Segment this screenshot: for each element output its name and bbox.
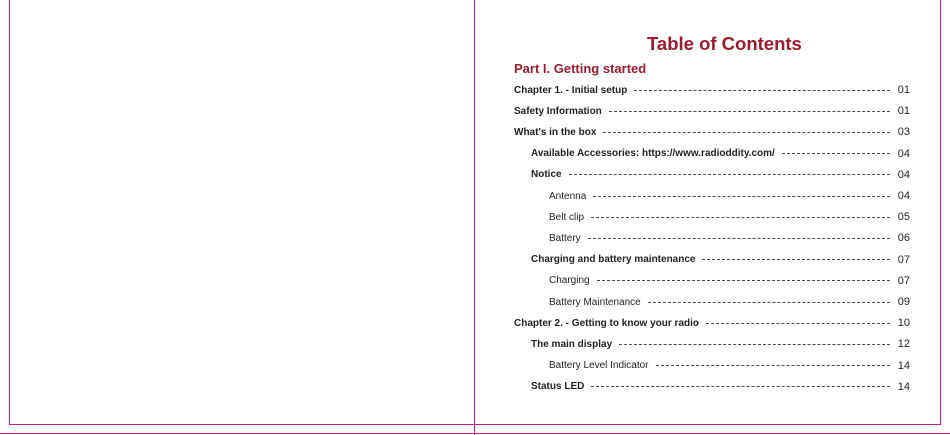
toc-entry-page-number: 04 xyxy=(897,190,910,202)
toc-entry[interactable] xyxy=(514,83,910,97)
table-of-contents-page xyxy=(475,0,950,435)
toc-dot-leader xyxy=(591,217,890,218)
toc-dot-leader xyxy=(591,386,890,387)
toc-entry[interactable] xyxy=(549,295,910,309)
toc-dot-leader xyxy=(597,280,890,281)
toc-entry-page-number: 07 xyxy=(897,253,910,266)
toc-dot-leader xyxy=(588,238,890,239)
toc-entry-label: Chapter 1. - Initial setup xyxy=(514,84,628,96)
toc-entry-page-number: 12 xyxy=(897,338,910,351)
toc-entry-page-number: 01 xyxy=(897,105,910,118)
toc-dot-leader xyxy=(634,90,890,91)
toc-dot-leader xyxy=(702,259,890,260)
toc-entry-label: Antenna xyxy=(549,190,587,202)
toc-entry[interactable] xyxy=(531,147,910,161)
toc-entry-page-number: 04 xyxy=(897,168,910,181)
trim-line-left xyxy=(9,0,10,424)
toc-entry-label: Chapter 2. - Getting to know your radio xyxy=(514,317,700,329)
toc-entry-label: What's in the box xyxy=(514,126,597,138)
toc-dot-leader xyxy=(603,132,890,133)
toc-title: Table of Contents xyxy=(647,33,802,54)
toc-entry-label: Charging xyxy=(549,275,590,287)
toc-entry-label: The main display xyxy=(531,338,613,350)
toc-entry-page-number: 14 xyxy=(897,359,910,372)
toc-entry-page-number: 04 xyxy=(897,147,910,160)
toc-entry-page-number: 03 xyxy=(897,126,910,139)
part-heading: Part I. Getting started xyxy=(514,61,647,76)
toc-dot-leader xyxy=(569,174,890,175)
toc-entry[interactable] xyxy=(531,380,910,394)
toc-entry-label: Status LED xyxy=(531,381,585,393)
toc-entry[interactable] xyxy=(531,168,910,182)
toc-entry[interactable] xyxy=(514,316,910,330)
toc-entry-label: Battery xyxy=(549,232,581,244)
toc-dot-leader xyxy=(619,344,890,345)
toc-entry-page-number: 10 xyxy=(897,317,910,330)
toc-entry[interactable] xyxy=(549,210,910,224)
toc-entry[interactable] xyxy=(549,189,910,203)
toc-entry-page-number: 05 xyxy=(897,211,910,224)
toc-entry[interactable] xyxy=(531,337,910,351)
toc-entry-label: Notice xyxy=(531,169,562,181)
toc-entry[interactable] xyxy=(531,253,910,267)
toc-entry-page-number: 06 xyxy=(897,232,910,245)
toc-entry-label: Safety Information xyxy=(514,105,602,117)
toc-entry[interactable] xyxy=(549,359,910,373)
toc-entry[interactable] xyxy=(514,104,910,118)
toc-entry[interactable] xyxy=(514,125,910,139)
toc-dot-leader xyxy=(706,323,890,324)
toc-entry-page-number: 09 xyxy=(897,296,910,308)
toc-entry[interactable] xyxy=(549,231,910,245)
toc-entry-label: Belt clip xyxy=(549,211,585,223)
toc-entry-page-number: 01 xyxy=(897,84,910,96)
toc-entry-label: Available Accessories: https://www.radioddity.com/ xyxy=(531,148,775,160)
toc-entry-page-number: 14 xyxy=(897,380,910,393)
toc-dot-leader xyxy=(593,196,890,197)
toc-entry-label: Battery Level Indicator xyxy=(549,360,649,372)
toc-entry-label: Charging and battery maintenance xyxy=(531,254,696,266)
toc-dot-leader xyxy=(782,153,890,154)
toc-entry-label: Battery Maintenance xyxy=(549,296,641,308)
toc-entry-page-number: 07 xyxy=(897,274,910,287)
toc-entry[interactable] xyxy=(549,274,910,288)
toc-dot-leader xyxy=(648,302,890,303)
toc-dot-leader xyxy=(609,111,890,112)
toc-dot-leader xyxy=(656,365,891,366)
